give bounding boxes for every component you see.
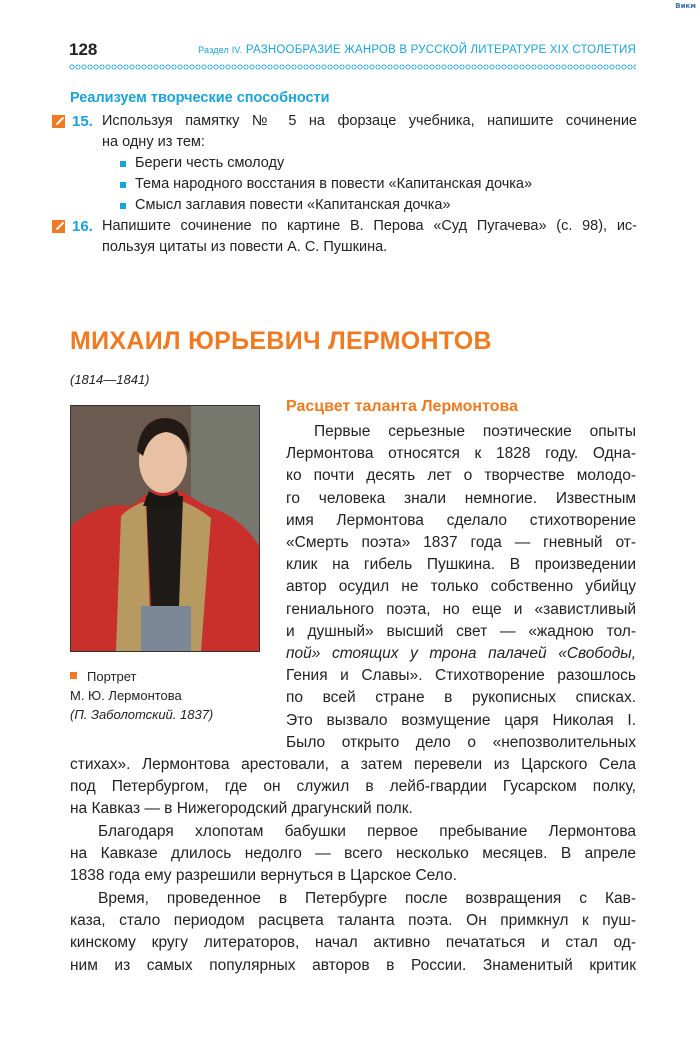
- caption-line: М. Ю. Лермонтова: [70, 688, 182, 703]
- article-paragraph: [70, 821, 636, 888]
- article-paragraph: [70, 888, 636, 977]
- text-line: кинскому кругу литераторов, начал активно печататься и стал од-: [70, 934, 636, 952]
- running-title: [198, 44, 636, 56]
- article-right-column: [286, 421, 636, 754]
- caption-line: (П. Заболотский. 1837): [70, 707, 214, 722]
- text-line: по всей стране в рукописных списках.: [286, 689, 636, 707]
- section-title: РАЗНООБРАЗИЕ ЖАНРОВ В РУССКОЙ ЛИТЕРАТУРЕ XIX СТОЛЕТИЯ: [245, 44, 636, 56]
- task-number: 16.: [72, 218, 93, 235]
- corner-watermark: Викм: [675, 2, 696, 10]
- article-subheading: Расцвет таланта Лермонтова: [286, 398, 518, 415]
- text-line: гениального поэта, но еще и «завистливый: [286, 600, 636, 618]
- task-text-line: на одну из тем:: [102, 134, 205, 150]
- text-line: на Кавказ — в Нижегородский драгунский полк.: [70, 800, 413, 818]
- text-line: ним из самых популярных авторов в России. Знаменитый критик: [70, 956, 636, 974]
- topic-list: [102, 153, 637, 216]
- text-line: имя Лермонтова сделало стихотворение: [286, 511, 636, 529]
- task-text-line: пользуя цитаты из повести А. С. Пушкина.: [102, 239, 388, 255]
- text-line: Лермонтова относятся к 1828 году. Одна-: [286, 445, 636, 463]
- author-life-dates: (1814—1841): [70, 372, 150, 387]
- topic-item: Береги честь смолоду: [120, 153, 637, 174]
- task-15: [52, 111, 637, 216]
- task-text-line: Используя памятку № 5 на форзаце учебника, напишите сочинение: [102, 113, 637, 129]
- topic-item: Тема народного восстания в повести «Капитанская дочка»: [120, 174, 637, 195]
- article-paragraph: [70, 754, 636, 821]
- portrait-image: [70, 405, 260, 652]
- text-line: и душный» высший свет — «жадною тол-: [286, 622, 636, 640]
- text-line: клик на гибель Пушкина. В произведении: [286, 556, 636, 574]
- creative-section-heading: Реализуем творческие способности: [70, 90, 330, 106]
- page-number: 128: [69, 40, 98, 59]
- text-line: Первые серьезные поэтические опыты: [314, 423, 636, 440]
- caption-line: Портрет: [87, 669, 137, 684]
- text-line: каза, стало периодом расцвета таланта поэта. Он примкнул к пуш-: [70, 912, 636, 930]
- portrait-caption: [70, 667, 213, 724]
- portrait-illustration: [71, 406, 259, 651]
- text-line: Благодаря хлопотам бабушки первое пребывание Лермонтова: [98, 823, 636, 840]
- text-line: Это вызвало возмущение царя Николая I.: [286, 711, 636, 729]
- text-line: 1838 года ему разрешили вернуться в Царское Село.: [70, 867, 457, 885]
- pencil-icon: [52, 220, 65, 233]
- topic-item: Смысл заглавия повести «Капитанская дочка»: [120, 195, 637, 216]
- text-line: автор осудил не только собственно убийцу: [286, 578, 636, 596]
- task-text-line: Напишите сочинение по картине В. Перова «Суд Пугачева» (с. 98), ис-: [102, 218, 637, 234]
- text-line: стихах». Лермонтова арестовали, а затем перевели из Царского Села: [70, 756, 636, 773]
- task-16: [52, 216, 637, 258]
- text-line: на Кавказе длилось недолго — всего несколько месяцев. В апреле: [70, 845, 636, 863]
- author-name-heading: МИХАИЛ ЮРЬЕВИЧ ЛЕРМОНТОВ: [70, 327, 492, 355]
- text-line: Гения и Славы». Стихотворение разошлось: [286, 667, 636, 685]
- text-line: Время, проведенное в Петербурге после возвращения с Кав-: [98, 890, 636, 907]
- header-ornament: [69, 64, 636, 70]
- text-line: пой» стоящих у трона палачей «Свободы,: [286, 645, 636, 663]
- task-number: 15.: [72, 113, 93, 130]
- text-line: Было открыто дело о «непозволительных: [286, 733, 636, 751]
- caption-bullet-icon: [70, 672, 77, 679]
- text-line: под Петербургом, где он служил в лейб-гвардии Гусарском полку,: [70, 778, 636, 796]
- text-line: ко почти десять лет о творчестве молодо-: [286, 467, 636, 485]
- text-line: го человека знали немногие. Известным: [286, 489, 636, 507]
- text-line: «Смерть поэта» 1837 года — гневный от-: [286, 534, 636, 552]
- section-prefix: Раздел IV.: [198, 45, 243, 55]
- pencil-icon: [52, 115, 65, 128]
